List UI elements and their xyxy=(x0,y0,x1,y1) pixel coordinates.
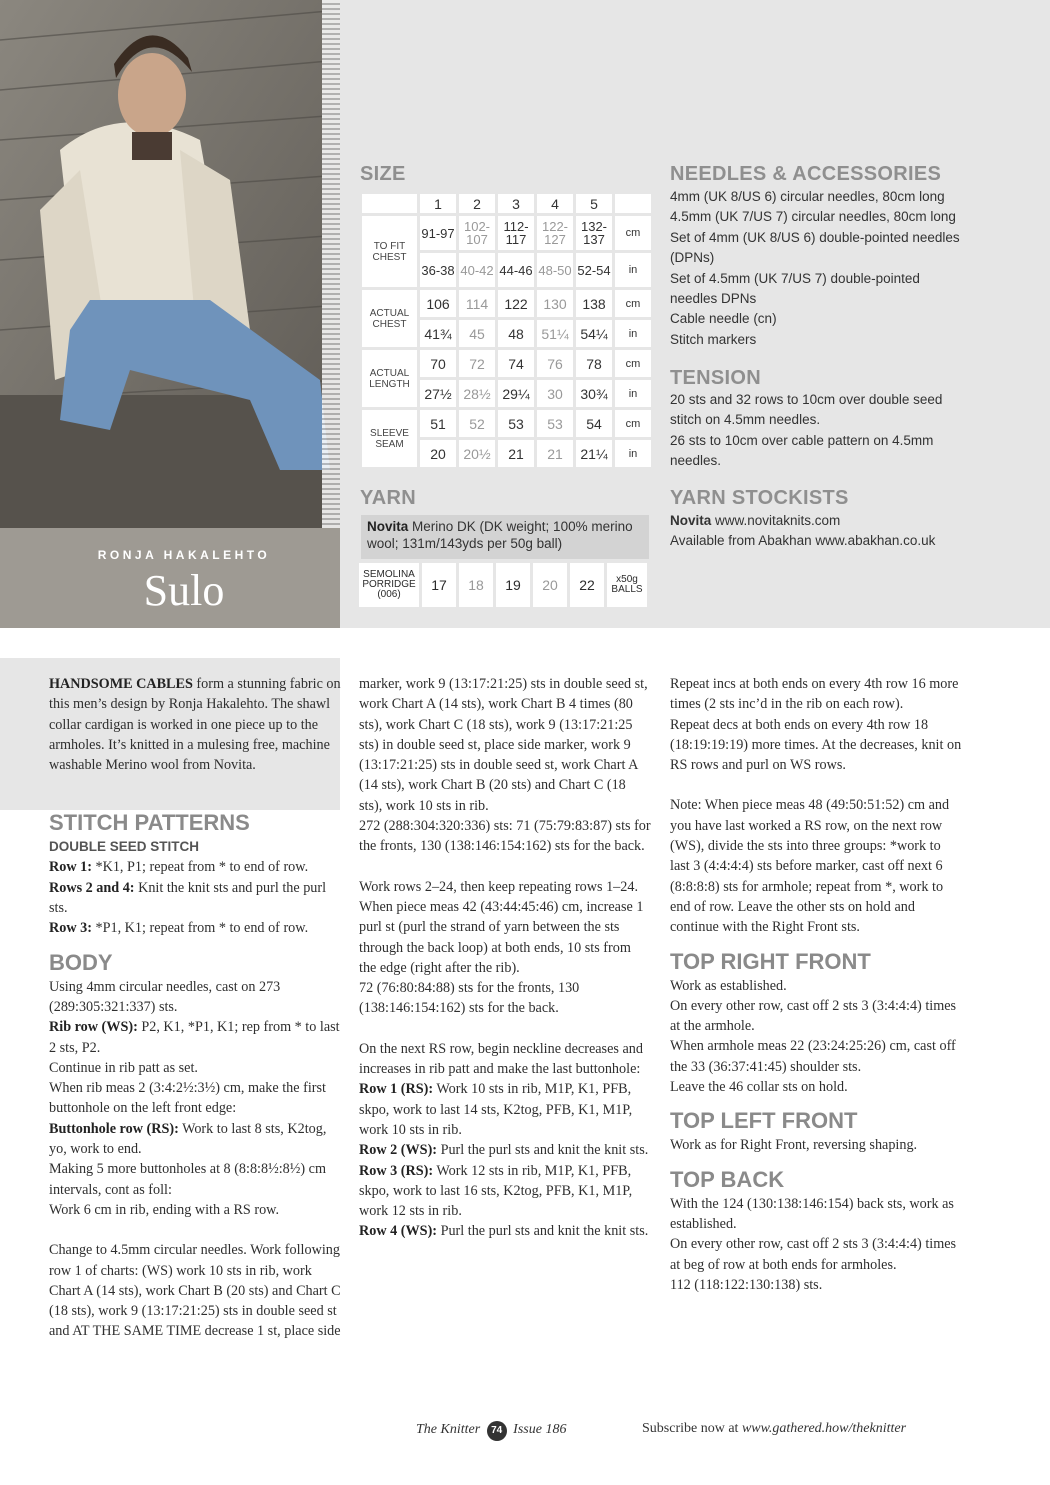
stockists-heading: YARN STOCKISTS xyxy=(670,487,849,509)
page-number: 74 xyxy=(487,1421,507,1441)
column-2 xyxy=(359,674,651,1242)
row-text: Knit the knit sts and purl the purl sts. xyxy=(49,879,327,917)
needles-heading: NEEDLES & ACCESSORIES xyxy=(670,163,942,185)
row-text: Purl the purl sts and knit the knit sts. xyxy=(437,1142,649,1159)
size-header-row xyxy=(362,194,651,213)
body-paragraph: Leave the 46 collar sts on hold. xyxy=(670,1079,848,1096)
size-value: 20 xyxy=(420,440,456,467)
yarn-brand: Novita xyxy=(367,519,409,534)
body-paragraph: Repeat incs at both ends on every 4th row 16 more times (2 sts inc’d in the rib on each row). xyxy=(670,676,959,713)
size-value: 44-46 xyxy=(498,253,534,287)
size-value: 122-127 xyxy=(537,216,573,250)
row-label: Buttonhole row (RS): xyxy=(49,1120,179,1137)
size-value: 76 xyxy=(537,350,573,377)
needle-item: Set of 4mm (UK 8/US 6) double-pointed needles (DPNs) xyxy=(670,229,960,266)
yarn-amount: 22 xyxy=(570,563,604,607)
row-text: Work 12 sts in rib, M1P, K1, PFB, skpo, work to last 16 sts, K2tog, PFB, K1, M1P, work 12 sts in rib. xyxy=(359,1162,633,1220)
top-left-front-heading: TOP LEFT FRONT xyxy=(670,1108,858,1134)
size-value: 41¾ xyxy=(420,320,456,347)
size-value: 30 xyxy=(537,380,573,407)
size-value: 72 xyxy=(459,350,495,377)
designer-name: RONJA HAKALEHTO xyxy=(97,548,271,562)
stockists-text xyxy=(670,511,970,552)
unit-label: cm xyxy=(615,290,651,317)
pattern-row xyxy=(49,918,341,938)
size-value: 48 xyxy=(498,320,534,347)
size-row xyxy=(362,410,651,437)
stockist-url[interactable]: www.novitaknits.com xyxy=(711,513,841,528)
size-value: 74 xyxy=(498,350,534,377)
row-text: Work 10 sts in rib, M1P, K1, PFB, skpo, work to last 14 sts, K2tog, PFB, K1, M1P, work 10 sts in rib. xyxy=(359,1081,633,1138)
yarn-amount: 18 xyxy=(459,563,493,607)
stockist-brand: Novita xyxy=(670,513,712,528)
row-label: Row 4 (WS): xyxy=(359,1223,438,1240)
row-text: P2, K1, *P1, K1; rep from * to last 2 sts, P2. xyxy=(49,1019,340,1056)
row-label: Row 1: xyxy=(49,859,92,876)
row-text: *K1, P1; repeat from * to end of row. xyxy=(91,859,309,876)
row-label: Row 3: xyxy=(49,920,92,937)
row-label: ACTUAL CHEST xyxy=(362,290,417,347)
pattern-row xyxy=(359,1161,651,1222)
pattern-row xyxy=(359,1079,651,1140)
top-back-heading: TOP BACK xyxy=(670,1166,785,1192)
size-value: 138 xyxy=(576,290,612,317)
stitch-patterns-heading: STITCH PATTERNS xyxy=(49,810,250,836)
row-label: ACTUAL LENGTH xyxy=(362,350,417,407)
pattern-title: Sulo xyxy=(143,566,225,615)
row-text: Purl the purl sts and knit the knit sts. xyxy=(437,1223,649,1240)
stockist-line xyxy=(670,511,970,531)
body-paragraph: On every other row, cast off 2 sts 3 (3:4:4:4) times at beg of row at both ends for armholes. xyxy=(670,1236,957,1273)
body-paragraph: Work as established. xyxy=(670,977,787,994)
row-label: TO FIT CHEST xyxy=(362,216,417,287)
size-value: 70 xyxy=(420,350,456,377)
unit-label: cm xyxy=(615,350,651,377)
size-number: 2 xyxy=(459,194,495,213)
row-text: *P1, K1; repeat from * to end of row. xyxy=(91,920,309,937)
unit-label: cm xyxy=(615,410,651,437)
row-label: SLEEVE SEAM xyxy=(362,410,417,467)
body-paragraph: Making 5 more buttonholes at 8 (8:8:8½:8½) cm intervals, cont as foll: xyxy=(49,1161,327,1198)
intro-body: form a stunning fabric on this men’s design by Ronja Hakalehto. The shawl collar cardigan is worked in one piece up to the armholes. It’s knitted in a mulesing free, machine washable Merino wool from Novita. xyxy=(49,676,341,774)
size-table xyxy=(359,191,654,470)
stockist-line: Available from Abakhan www.abakhan.co.uk xyxy=(670,533,936,549)
yarn-colour: SEMOLINA PORRIDGE (006) xyxy=(359,563,419,607)
size-value: 91-97 xyxy=(420,216,456,250)
size-value: 21 xyxy=(537,440,573,467)
body-paragraph: Change to 4.5mm circular needles. Work following row 1 of charts: (WS) work 10 sts in rib, work Chart A (14 sts), work Chart B (20 sts) and Chart C (18 sts), work 9 (13:17:21:25) sts in double seed st and AT THE SAME TIME decrease 1 st, place side xyxy=(49,1242,341,1340)
column-3 xyxy=(670,674,962,1295)
size-number: 3 xyxy=(498,194,534,213)
size-number: 5 xyxy=(576,194,612,213)
size-value: 78 xyxy=(576,350,612,377)
yarn-amount: 19 xyxy=(496,563,530,607)
footer-magazine xyxy=(416,1421,566,1441)
size-value: 29¼ xyxy=(498,380,534,407)
tension-heading: TENSION xyxy=(670,367,761,389)
intro-text xyxy=(49,674,341,775)
body-paragraph: 72 (76:80:84:88) sts for the fronts, 130 (138:146:154:162) sts for the back. xyxy=(359,980,580,1017)
size-value: 112-117 xyxy=(498,216,534,250)
row-label: Row 2 (WS): xyxy=(359,1142,438,1159)
size-value: 132-137 xyxy=(576,216,612,250)
yarn-description xyxy=(361,515,649,559)
size-value: 54 xyxy=(576,410,612,437)
size-row xyxy=(362,216,651,250)
blank-cell xyxy=(362,194,417,213)
double-seed-heading: DOUBLE SEED STITCH xyxy=(49,839,200,855)
footer-subscribe xyxy=(642,1421,906,1437)
pattern-row xyxy=(49,857,341,877)
size-value: 20½ xyxy=(459,440,495,467)
size-value: 122 xyxy=(498,290,534,317)
size-value: 36-38 xyxy=(420,253,456,287)
intro-lead: HANDSOME CABLES xyxy=(49,676,193,692)
size-value: 53 xyxy=(537,410,573,437)
body-paragraph: When piece meas 42 (43:44:45:46) cm, increase 1 purl st (purl the strand of yarn between the sts through the back loop) at both ends, 10 sts from the edge (right after the rib). xyxy=(359,898,644,976)
size-value: 52-54 xyxy=(576,253,612,287)
body-paragraph: Repeat decs at both ends on every 4th row 18 (18:19:19:19) more times. At the decreases, knit on RS rows and purl on WS rows. xyxy=(670,716,962,774)
needle-item: Cable needle (cn) xyxy=(670,311,777,327)
row-label: Row 3 (RS): xyxy=(359,1162,434,1179)
yarn-amounts xyxy=(359,563,647,607)
unit-label: in xyxy=(615,440,651,467)
size-value: 28½ xyxy=(459,380,495,407)
magazine-name: The Knitter xyxy=(416,1422,481,1437)
size-heading: SIZE xyxy=(360,163,406,185)
body-paragraph: 272 (288:304:320:336) sts: 71 (75:79:83:87) sts for the fronts, 130 (138:146:154:162) sts for the back. xyxy=(359,818,651,855)
tension-text xyxy=(670,390,970,472)
unit-label: in xyxy=(615,320,651,347)
size-value: 106 xyxy=(420,290,456,317)
unit-label: in xyxy=(615,380,651,407)
size-value: 51¼ xyxy=(537,320,573,347)
needle-item: 4mm (UK 8/US 6) circular needles, 80cm long xyxy=(670,189,945,204)
size-row xyxy=(362,350,651,377)
size-value: 114 xyxy=(459,290,495,317)
size-value: 21 xyxy=(498,440,534,467)
body-paragraph: When armhole meas 22 (23:24:25:26) cm, cast off the 33 (36:37:41:45) shoulder sts. xyxy=(670,1038,956,1075)
size-value: 102-107 xyxy=(459,216,495,250)
size-row xyxy=(362,290,651,317)
body-paragraph: Work rows 2–24, then keep repeating rows 1–24. xyxy=(359,878,638,895)
size-value: 40-42 xyxy=(459,253,495,287)
row-label: Rib row (WS): xyxy=(49,1019,138,1036)
size-value: 48-50 xyxy=(537,253,573,287)
size-value: 30¾ xyxy=(576,380,612,407)
body-paragraph xyxy=(49,1119,341,1160)
subscribe-link[interactable]: www.gathered.how/theknitter xyxy=(741,1421,907,1436)
row-label: Rows 2 and 4: xyxy=(49,879,135,896)
column-1 xyxy=(49,674,341,1342)
body-paragraph: Note: When piece meas 48 (49:50:51:52) cm and you have last worked a RS row, on the next row (WS), divide the sts into three groups: *work to last 3 (4:4:4:4) sts before marker, cast off next 6 (8:8:8:8) sts for armhole; repeat from *, work to end of row. Leave the other sts on hold and continue with the Right Front sts. xyxy=(670,797,950,936)
needle-item: 4.5mm (UK 7/US 7) circular needles, 80cm long xyxy=(670,209,956,225)
row-text: Work to last 8 sts, K2tog, yo, work to end. xyxy=(49,1120,327,1158)
body-paragraph: When rib meas 2 (3:4:2½:3½) cm, make the first buttonhole on the left front edge: xyxy=(49,1080,326,1117)
unit-label: cm xyxy=(615,216,651,250)
needle-item: Stitch markers xyxy=(670,331,757,347)
body-paragraph: Work as for Right Front, reversing shaping. xyxy=(670,1137,918,1154)
body-paragraph: Using 4mm circular needles, cast on 273 (289:305:321:337) sts. xyxy=(49,978,281,1015)
needles-list xyxy=(670,187,970,350)
size-value: 21¼ xyxy=(576,440,612,467)
size-value: 27½ xyxy=(420,380,456,407)
size-value: 53 xyxy=(498,410,534,437)
blank-cell xyxy=(615,194,651,213)
yarn-heading: YARN xyxy=(360,487,417,509)
size-value: 52 xyxy=(459,410,495,437)
yarn-amount: 20 xyxy=(533,563,567,607)
body-paragraph xyxy=(49,1017,341,1058)
body-paragraph: On every other row, cast off 2 sts 3 (3:4:4:4) times at the armhole. xyxy=(670,997,957,1035)
pattern-row xyxy=(49,878,341,919)
yarn-unit: x50g BALLS xyxy=(607,563,647,607)
issue-number: Issue 186 xyxy=(513,1422,567,1437)
pattern-row xyxy=(359,1140,651,1160)
size-value: 45 xyxy=(459,320,495,347)
row-label: Row 1 (RS): xyxy=(359,1081,434,1098)
tension-line: 20 sts and 32 rows to 10cm over double seed stitch on 4.5mm needles. xyxy=(670,392,943,428)
body-paragraph: Work 6 cm in rib, ending with a RS row. xyxy=(49,1201,280,1218)
yarn-details: Merino DK (DK weight; 100% merino wool; 131m/143yds per 50g ball) xyxy=(367,519,633,551)
size-value: 51 xyxy=(420,410,456,437)
tension-line: 26 sts to 10cm over cable pattern on 4.5mm needles. xyxy=(670,432,934,469)
top-right-front-heading: TOP RIGHT FRONT xyxy=(670,948,871,974)
body-paragraph: With the 124 (130:138:146:154) back sts, work as established. xyxy=(670,1195,954,1232)
body-paragraph: 112 (118:122:130:138) sts. xyxy=(670,1276,823,1293)
body-heading: BODY xyxy=(49,949,113,975)
size-value: 130 xyxy=(537,290,573,317)
body-paragraph: marker, work 9 (13:17:21:25) sts in double seed st, work Chart A (14 sts), work Chart B 4 times (80 sts), work Chart C (18 sts), work 9 (13:17:21:25 sts) in double seed st, place side marker, work 9 (13:17:21:25) sts in double seed st, work Chart A (14 sts), work Chart B (20 sts) and Chart C (18 sts), work 10 sts in rib. xyxy=(359,676,648,814)
size-number: 4 xyxy=(537,194,573,213)
needle-item: Set of 4.5mm (UK 7/US 7) double-pointed needles DPNs xyxy=(670,270,920,307)
unit-label: in xyxy=(615,253,651,287)
model-photo xyxy=(0,0,340,528)
subscribe-text: Subscribe now at xyxy=(642,1421,742,1436)
size-value: 54¼ xyxy=(576,320,612,347)
pattern-row xyxy=(359,1221,651,1241)
yarn-amount: 17 xyxy=(422,563,456,607)
size-number: 1 xyxy=(420,194,456,213)
body-paragraph: On the next RS row, begin neckline decreases and increases in rib patt and make the last buttonhole: xyxy=(359,1040,643,1078)
body-paragraph: Continue in rib patt as set. xyxy=(49,1059,198,1076)
